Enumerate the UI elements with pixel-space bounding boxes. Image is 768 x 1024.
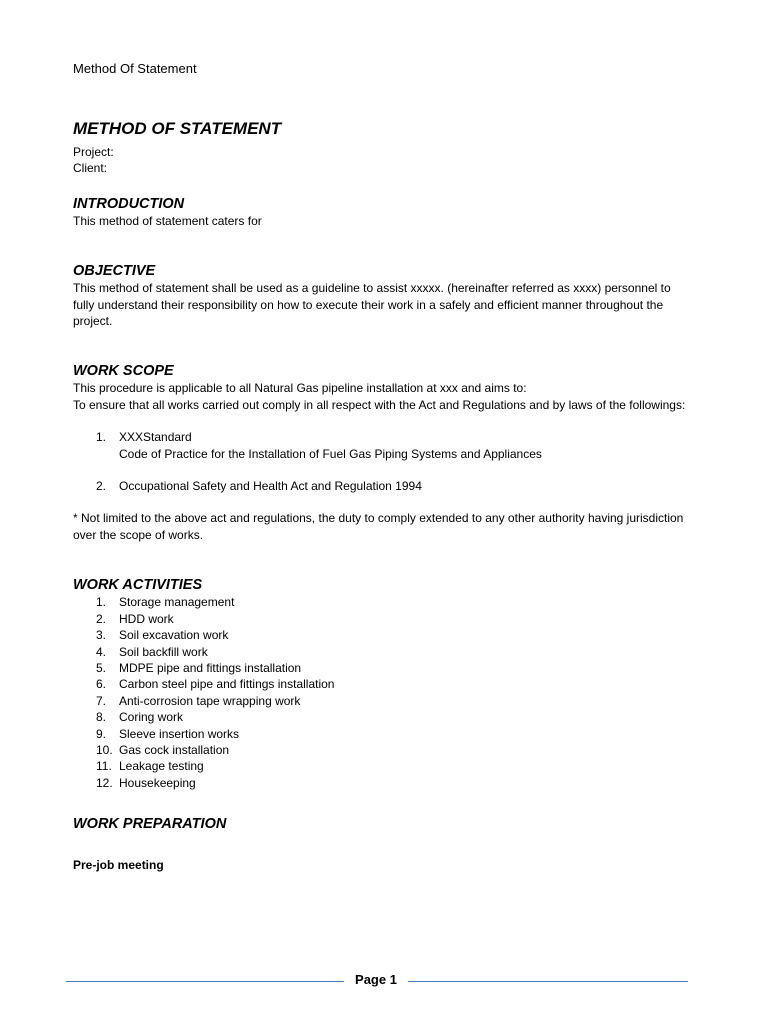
list-item-text: Gas cock installation xyxy=(119,742,230,757)
list-item-text: Storage management xyxy=(119,595,235,610)
list-number: 7. xyxy=(96,693,107,708)
list-number: 10. xyxy=(96,742,113,757)
objective-text: This method of statement shall be used as a guideline to assist xxxxx. (hereinafter referred as xxxx) personnel to fully understand their responsibility on how to execute their work in a safely and efficient manner throughout the project. xyxy=(73,281,671,329)
list-number: 12. xyxy=(96,775,113,790)
project-label: Project: xyxy=(73,145,114,159)
footer-rule-right xyxy=(408,981,688,982)
list-number: 2. xyxy=(96,479,107,494)
list-item xyxy=(73,709,693,725)
list-number: 8. xyxy=(96,710,107,725)
list-number: 5. xyxy=(96,660,107,675)
list-item xyxy=(73,429,693,462)
list-item-text: Anti-corrosion tape wrapping work xyxy=(119,693,301,708)
list-item xyxy=(73,676,693,692)
list-item xyxy=(73,693,693,709)
work-scope-heading: WORK SCOPE xyxy=(73,363,174,380)
list-number: 6. xyxy=(96,677,107,692)
list-number: 4. xyxy=(96,644,107,659)
list-number: 9. xyxy=(96,726,107,741)
list-item xyxy=(73,644,693,660)
list-item xyxy=(73,726,693,742)
list-item-text: Soil backfill work xyxy=(119,644,208,659)
list-item-text: HDD work xyxy=(119,611,174,626)
list-item xyxy=(73,478,693,494)
list-number: 1. xyxy=(96,595,107,610)
list-number: 3. xyxy=(96,628,107,643)
standard-name: Occupational Safety and Health Act and Regulation 1994 xyxy=(119,479,422,494)
list-item xyxy=(73,627,693,643)
list-item xyxy=(73,775,693,791)
list-number: 1. xyxy=(96,430,107,445)
standard-description: Code of Practice for the Installation of Fuel Gas Piping Systems and Appliances xyxy=(119,446,542,461)
work-preparation-heading: WORK PREPARATION xyxy=(73,816,227,833)
list-item-text: Housekeeping xyxy=(119,775,196,790)
work-activities-list xyxy=(73,594,693,791)
list-number: 2. xyxy=(96,611,107,626)
footer-rule-left xyxy=(66,981,344,982)
list-item xyxy=(73,594,693,610)
list-item-text: Leakage testing xyxy=(119,759,204,774)
list-item xyxy=(73,742,693,758)
work-scope-text-1: This procedure is applicable to all Natural Gas pipeline installation at xxx and aims to: xyxy=(73,381,527,396)
document-body xyxy=(73,118,693,874)
work-scope-note: * Not limited to the above act and regulations, the duty to comply extended to any other authority having jurisdiction over the scope of works. xyxy=(73,511,684,542)
introduction-heading: INTRODUCTION xyxy=(73,195,185,212)
list-item-text: Soil excavation work xyxy=(119,628,229,643)
list-item xyxy=(73,611,693,627)
list-item-text: Coring work xyxy=(119,710,184,725)
standard-name: XXXStandard xyxy=(119,430,192,445)
page-number: Page 1 xyxy=(355,972,397,987)
client-label: Client: xyxy=(73,161,108,176)
work-scope-text-2: To ensure that all works carried out comply in all respect with the Act and Regulations and by laws of the followings: xyxy=(73,397,686,412)
list-item xyxy=(73,660,693,676)
objective-heading: OBJECTIVE xyxy=(73,263,156,280)
document-title: METHOD OF STATEMENT xyxy=(73,119,282,138)
pre-job-meeting-heading: Pre-job meeting xyxy=(73,858,164,873)
list-item-text: MDPE pipe and fittings installation xyxy=(119,660,302,675)
list-item-text: Sleeve insertion works xyxy=(119,726,240,741)
list-item xyxy=(73,758,693,774)
list-number: 11. xyxy=(96,759,112,774)
standards-list xyxy=(73,429,693,494)
running-header: Method Of Statement xyxy=(73,61,197,76)
list-item-text: Carbon steel pipe and fittings installation xyxy=(119,677,335,692)
introduction-text: This method of statement caters for xyxy=(73,213,262,228)
work-activities-heading: WORK ACTIVITIES xyxy=(73,577,203,594)
